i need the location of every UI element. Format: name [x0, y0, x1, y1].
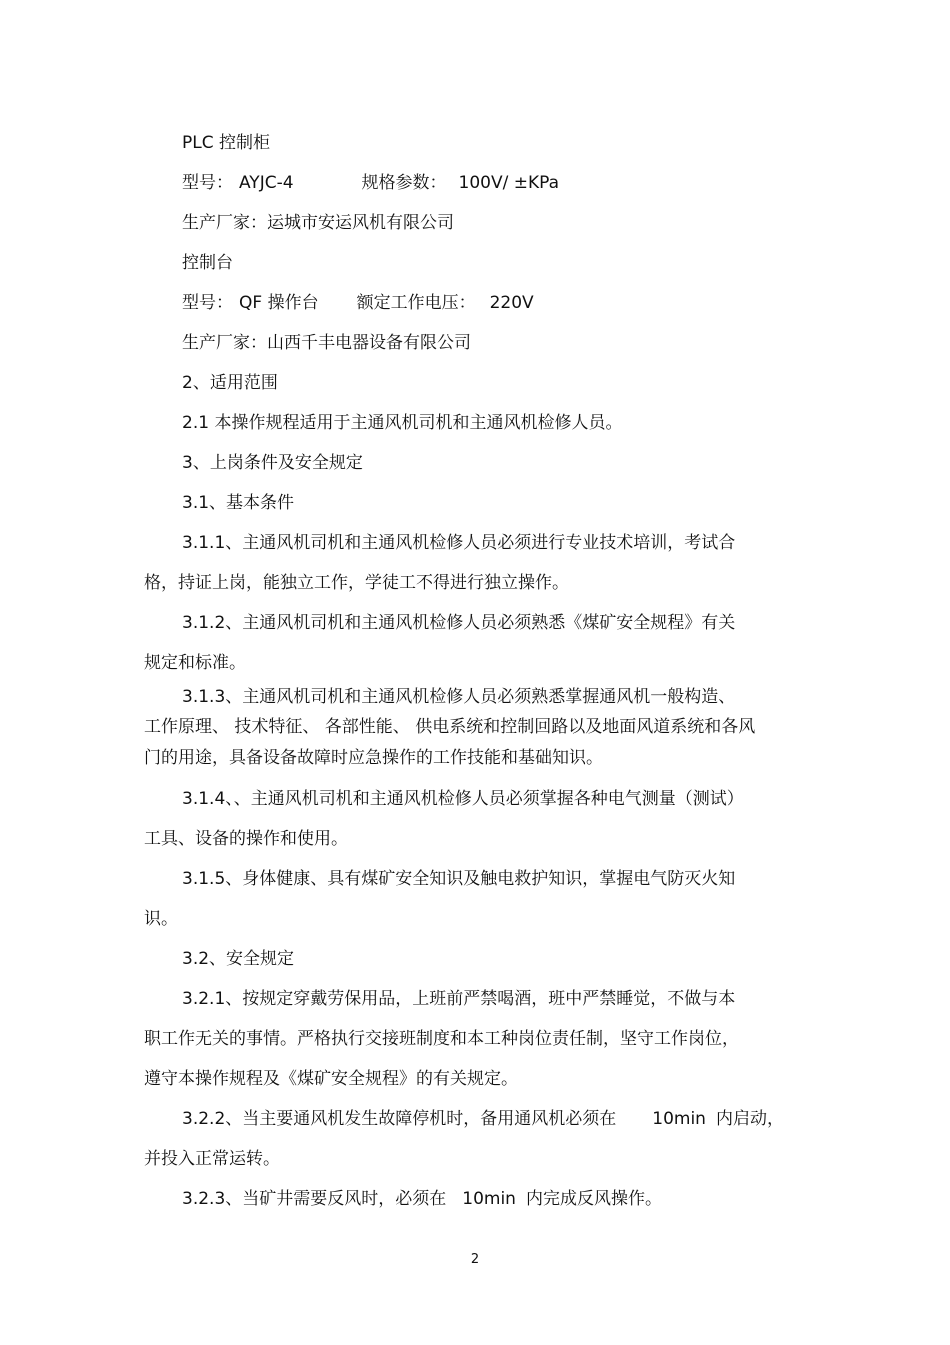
section-3-heading: 3、上岗条件及安全规定 [182, 453, 363, 473]
plc-spec: 100V/ ±KPa [458, 173, 560, 193]
console-maker: 生产厂家：山西千丰电器设备有限公司 [182, 333, 471, 353]
console-model-label: 型号： [182, 293, 233, 313]
plc-model-label: 型号： [182, 173, 233, 193]
clause-3-2-1-line-2: 职工作无关的事情。严格执行交接班制度和本工种岗位责任制，坚守工作岗位， [144, 1029, 739, 1049]
clause-3-1-4-line-2: 工具、设备的操作和使用。 [144, 829, 348, 849]
clause-3-2-2-line-2: 并投入正常运转。 [144, 1149, 280, 1169]
clause-3-1-4-line-1: 3.1.4、、主通风机司机和主通风机检修人员必须掌握各种电气测量（测试） [182, 789, 744, 809]
clause-3-1-5-line-2: 识。 [144, 909, 178, 929]
clause-3-2-2-text-a: 3.2.2、当主要通风机发生故障停机时，备用通风机必须在 [182, 1109, 617, 1129]
clause-3-2-3-time: 10min [462, 1189, 516, 1209]
clause-3-1-3-line-3: 门的用途，具备设备故障时应急操作的工作技能和基础知识。 [144, 748, 603, 768]
clause-3-1-3-line-1: 3.1.3、主通风机司机和主通风机检修人员必须熟悉掌握通风机一般构造、 [182, 687, 736, 707]
clause-3-2-2-time: 10min [652, 1109, 706, 1129]
clause-3-2-3-line-1 [182, 1189, 662, 1209]
console-model-line [182, 293, 534, 313]
clause-3-1-1-line-2: 格，持证上岗，能独立工作，学徒工不得进行独立操作。 [144, 573, 569, 593]
plc-spec-label: 规格参数： [361, 173, 447, 193]
section-3-1-heading: 3.1、基本条件 [182, 493, 295, 513]
plc-model: AYJC-4 [239, 173, 294, 193]
plc-title: PLC 控制柜 [182, 133, 270, 153]
console-title: 控制台 [182, 253, 233, 273]
section-2-1: 2.1 本操作规程适用于主通风机司机和主通风机检修人员。 [182, 413, 623, 433]
clause-3-2-1-line-3: 遵守本操作规程及《煤矿安全规程》的有关规定。 [144, 1069, 518, 1089]
section-2-heading: 2、适用范围 [182, 373, 278, 393]
clause-3-1-2-line-1: 3.1.2、主通风机司机和主通风机检修人员必须熟悉《煤矿安全规程》有关 [182, 613, 736, 633]
clause-3-1-5-line-1: 3.1.5、身体健康、具有煤矿安全知识及触电救护知识，掌握电气防灭火知 [182, 869, 736, 889]
plc-model-line [182, 173, 559, 193]
plc-maker: 生产厂家：运城市安运风机有限公司 [182, 213, 454, 233]
clause-3-1-1-line-1: 3.1.1、主通风机司机和主通风机检修人员必须进行专业技术培训，考试合 [182, 533, 736, 553]
page-number: 2 [470, 1252, 480, 1267]
console-voltage-label: 额定工作电压： [356, 293, 476, 313]
clause-3-2-2-line-1 [182, 1109, 784, 1129]
clause-3-2-1-line-1: 3.2.1、按规定穿戴劳保用品，上班前严禁喝酒，班中严禁睡觉，不做与本 [182, 989, 736, 1009]
clause-3-1-2-line-2: 规定和标准。 [144, 653, 246, 673]
clause-3-2-3-text-b: 内完成反风操作。 [525, 1189, 662, 1209]
clause-3-2-3-text-a: 3.2.3、当矿井需要反风时，必须在 [182, 1189, 447, 1209]
console-voltage: 220V [489, 293, 534, 313]
clause-3-2-2-text-b: 内启动， [715, 1109, 784, 1129]
section-3-2-heading: 3.2、安全规定 [182, 949, 295, 969]
clause-3-1-3-line-2: 工作原理、 技术特征、 各部性能、 供电系统和控制回路以及地面风道系统和各风 [144, 717, 756, 737]
console-model: QF 操作台 [239, 293, 319, 313]
